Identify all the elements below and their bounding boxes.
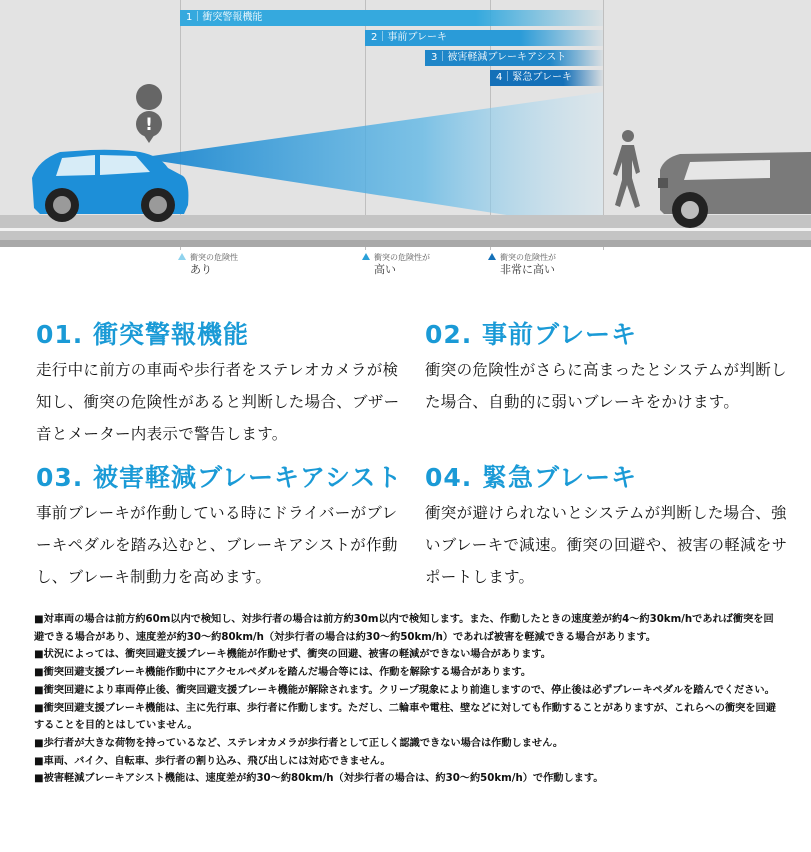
svg-text:!: !	[145, 115, 153, 135]
footnote: ■ 歩行者が大きな荷物を持っているなど、ステレオカメラが歩行者として正しく認識できない場合は作動しません。	[34, 735, 779, 753]
phase-bar-3: 3｜被害軽減ブレーキアシスト	[425, 50, 603, 66]
section-02-heading: 02. 事前ブレーキ	[425, 320, 637, 349]
pedestrian-icon	[613, 130, 640, 208]
phase-bar-4: 4｜緊急ブレーキ	[490, 70, 603, 86]
phase-bar-2: 2｜事前ブレーキ	[365, 30, 603, 46]
phase-bar-1: 1｜衝突警報機能	[180, 10, 603, 26]
risk-label-2: 衝突の危険性が 高い	[362, 252, 430, 277]
footnote: ■ 衝突回避支援ブレーキ機能は、主に先行車、歩行者に作動します。ただし、二輪車や電柱、壁などに対しても作動することがありますが、これらへの衝突を回避することを目的とはしていません。	[34, 700, 779, 735]
footnote: ■ 衝突回避により車両停止後、衝突回避支援ブレーキ機能が解除されます。クリープ現象により前進しますので、停止後は必ずブレーキペダルを踏んでください。	[34, 682, 779, 700]
footnote: ■ 状況によっては、衝突回避支援ブレーキ機能が作動せず、衝突の回避、被害の軽減ができない場合があります。	[34, 646, 779, 664]
section-02-body: 衝突の危険性がさらに高まったとシステムが判断した場合、自動的に弱いブレーキをかけます。	[425, 361, 787, 411]
section-01-heading: 01. 衝突警報機能	[36, 320, 249, 349]
footnote: ■ 被害軽減ブレーキアシスト機能は、速度差が約30〜約80km/h（対歩行者の場合は、約30〜約50km/h）で作動します。	[34, 770, 779, 788]
own-car-icon	[32, 150, 188, 222]
preceding-car-icon	[658, 152, 811, 228]
triangle-icon	[362, 253, 370, 260]
risk-label-3: 衝突の危険性が 非常に高い	[488, 252, 556, 277]
section-04-body: 衝突が避けられないとシステムが判断した場合、強いブレーキで減速。衝突の回避や、被害の軽減をサポートします。	[425, 504, 788, 586]
triangle-icon	[488, 253, 496, 260]
section-01-body: 走行中に前方の車両や歩行者をステレオカメラが検知し、衝突の危険性があると判断した場合、ブザー音とメーター内表示で警告します。	[36, 361, 400, 443]
section-04-heading: 04. 緊急ブレーキ	[425, 463, 637, 492]
footnotes	[34, 611, 779, 788]
collision-avoidance-diagram	[0, 0, 811, 285]
vehicles-svg	[0, 0, 811, 250]
footnote: ■ 対車両の場合は前方約60m以内で検知し、対歩行者の場合は前方約30m以内で検知します。また、作動したときの速度差が約4〜約30km/hであれば衝突を回避できる場合があり、速度差が約30〜約80km/h（対歩行者の場合は約30〜約50km/h）であれば被害を軽減できる場合があります。	[34, 611, 779, 646]
footnote: ■ 車両、バイク、自転車、歩行者の割り込み、飛び出しには対応できません。	[34, 753, 779, 771]
section-03-body: 事前ブレーキが作動している時にドライバーがブレーキペダルを踏み込むと、ブレーキアシストが作動し、ブレーキ制動力を高めます。	[36, 504, 398, 586]
warning-icon	[136, 84, 162, 143]
footnote: ■ 衝突回避支援ブレーキ機能作動中にアクセルペダルを踏んだ場合等には、作動を解除する場合があります。	[34, 664, 779, 682]
triangle-icon	[178, 253, 186, 260]
section-03-heading: 03. 被害軽減ブレーキアシスト	[36, 463, 403, 492]
risk-label-1: 衝突の危険性 あり	[178, 252, 238, 277]
